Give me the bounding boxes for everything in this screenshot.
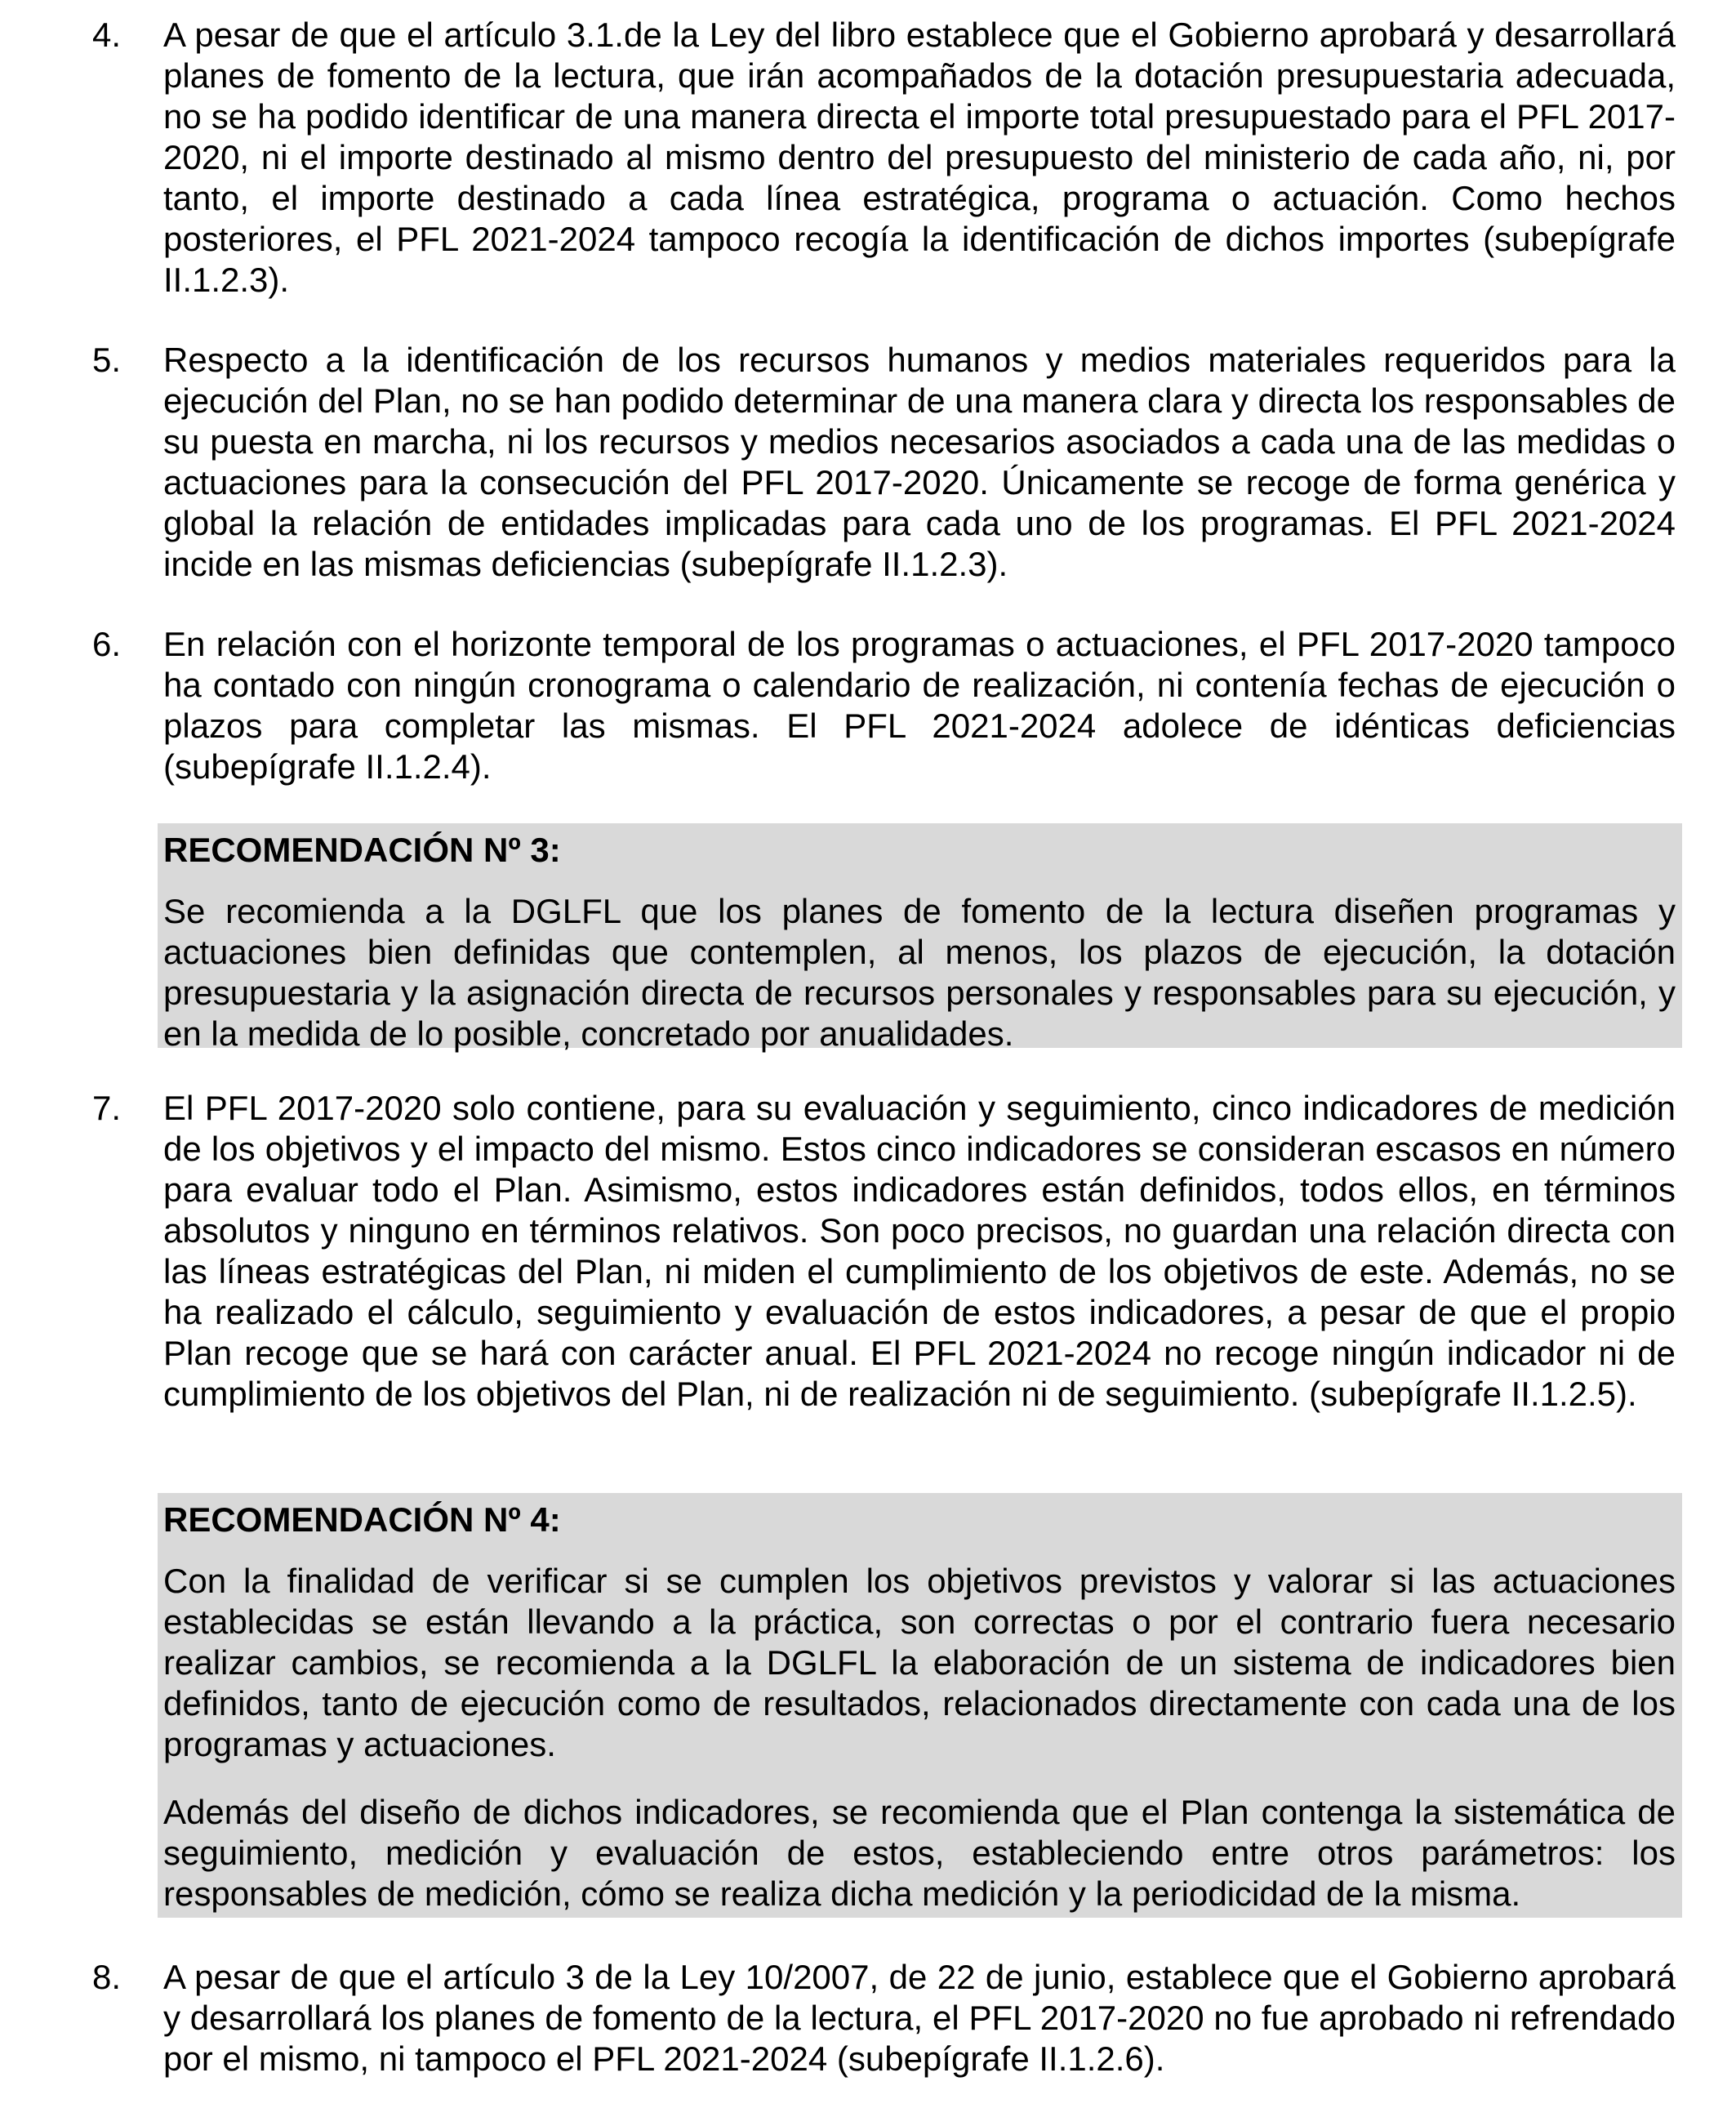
item-text: A pesar de que el artículo 3.1.de la Ley del libro establece que el Gobierno aprobará y desarrollará planes de fomento de la lectura, que irán acompañados de la dotación presupuestaria adecuada, no se ha podido identificar de una manera directa el importe total presupuestado para el PFL 2017-2020, ni el importe destinado al mismo dentro del presupuesto del ministerio de cada año, ni, por tanto, el importe destinado a cada línea estratégica, programa o actuación. Como hechos posteriores, el PFL 2021-2024 tampoco recogía la identificación de dichos importes (subepígrafe II.1.2.3). [163, 16, 1676, 299]
recommendation-text: Se recomienda a la DGLFL que los planes de fomento de la lectura diseñen programas y actuaciones bien definidas que contemplen, al menos, los plazos de ejecución, la dotación presupuestaria y la asignación directa de recursos personales y responsables para su ejecución, y en la medida de lo posible, concretado por anualidades. [163, 892, 1676, 1053]
item-number: 5. [92, 341, 122, 379]
item-text: Respecto a la identificación de los recursos humanos y medios materiales requeridos para la ejecución del Plan, no se han podido determinar de una manera clara y directa los responsables de su puesta en marcha, ni los recursos y medios necesarios asociados a cada una de las medidas o actuaciones para la consecución del PFL 2017-2020. Únicamente se recoge de forma genérica y global la relación de entidades implicadas para cada uno de los programas. El PFL 2021-2024 incide en las mismas deficiencias (subepígrafe II.1.2.3). [163, 341, 1676, 583]
recommendation-title: RECOMENDACIÓN Nº 4: [163, 1500, 561, 1539]
recommendation-text: Con la finalidad de verificar si se cumplen los objetivos previstos y valorar si las actuaciones establecidas se están llevando a la práctica, son correctas o por el contrario fuera necesario realizar cambios, se recomienda a la DGLFL la elaboración de un sistema de indicadores bien definidos, tanto de ejecución como de resultados, relacionados directamente con cada una de los programas y actuaciones. [163, 1562, 1676, 1763]
item-number: 4. [92, 16, 122, 54]
item-text: En relación con el horizonte temporal de los programas o actuaciones, el PFL 2017-2020 tampoco ha contado con ningún cronograma o calendario de realización, ni contenía fechas de ejecución o plazos para completar las mismas. El PFL 2021-2024 adolece de idénticas deficiencias (subepígrafe II.1.2.4). [163, 625, 1676, 786]
recommendation-box-3 [158, 823, 1682, 1053]
recommendation-title: RECOMENDACIÓN Nº 3: [163, 831, 561, 869]
item-number: 6. [92, 625, 122, 663]
item-number: 8. [92, 1958, 122, 1996]
recommendation-box-4 [158, 1493, 1682, 1918]
recommendation-text: Además del diseño de dichos indicadores, se recomienda que el Plan contenga la sistemática de seguimiento, medición y evaluación de estos, estableciendo entre otros parámetros: los responsables de medición, cómo se realiza dicha medición y la periodicidad de la misma. [163, 1793, 1676, 1913]
item-text: El PFL 2017-2020 solo contiene, para su evaluación y seguimiento, cinco indicadores de medición de los objetivos y el impacto del mismo. Estos cinco indicadores se consideran escasos en número para evaluar todo el Plan. Asimismo, estos indicadores están definidos, todos ellos, en términos absolutos y ninguno en términos relativos. Son poco precisos, no guardan una relación directa con las líneas estratégicas del Plan, ni miden el cumplimiento de los objetivos de este. Además, no se ha realizado el cálculo, seguimiento y evaluación de estos indicadores, a pesar de que el propio Plan recoge que se hará con carácter anual. El PFL 2021-2024 no recoge ningún indicador ni de cumplimiento de los objetivos del Plan, ni de realización ni de seguimiento. (subepígrafe II.1.2.5). [163, 1089, 1676, 1413]
item-number: 7. [92, 1089, 122, 1127]
item-text: A pesar de que el artículo 3 de la Ley 10/2007, de 22 de junio, establece que el Gobierno aprobará y desarrollará los planes de fomento de la lectura, el PFL 2017-2020 no fue aprobado ni refrendado por el mismo, ni tampoco el PFL 2021-2024 (subepígrafe II.1.2.6). [163, 1958, 1676, 2078]
